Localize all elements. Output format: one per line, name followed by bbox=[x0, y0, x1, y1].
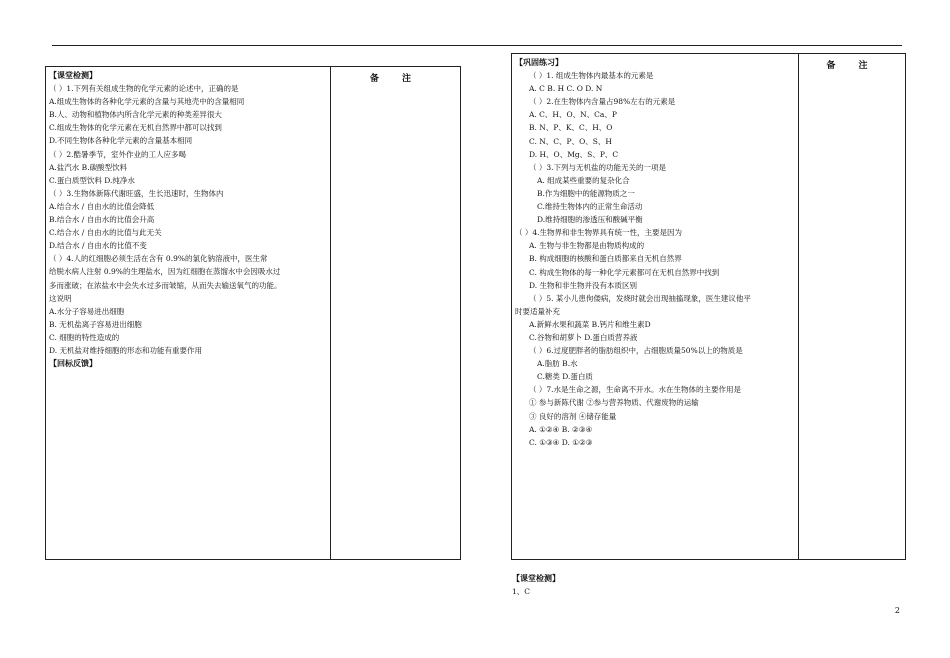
question-line: （ ）4.生物界和非生物界具有统一性，主要是因为 bbox=[515, 228, 683, 238]
question-line: （ ）6.过度肥胖者的脂肪组织中，占细胞质量50%以上的物质是 bbox=[529, 346, 743, 356]
option-line: A. C、H、O、N、Ca、P bbox=[529, 110, 617, 120]
option-line: D. 生物和非生物并没有本质区别 bbox=[529, 280, 638, 290]
option-line: D. H、O、Mg、S、P、C bbox=[529, 149, 619, 159]
answer-heading: 【课堂检测】 bbox=[512, 573, 560, 583]
question-line: （ ）1.下列有关组成生物的化学元素的论述中，正确的是 bbox=[49, 84, 239, 94]
page-number: 2 bbox=[894, 606, 900, 615]
left-main-column bbox=[46, 67, 331, 559]
option-line: A.新鲜水果和蔬菜 B.钙片和维生素D bbox=[529, 319, 651, 329]
option-line: A.脂肪 B.水 bbox=[537, 359, 578, 369]
option-line: C.结合水 / 自由水的比值与此无关 bbox=[49, 228, 162, 238]
option-line: B.作为细胞中的能源物质之一 bbox=[537, 188, 635, 198]
right-lines bbox=[512, 54, 798, 451]
left-note-column bbox=[331, 67, 460, 559]
option-line: A. 生物与非生物都是由物质构成的 bbox=[529, 241, 645, 251]
question-line: 给脱水病人注射 0.9%的生理盐水，因为红细胞在蒸馏水中会因吸水过 bbox=[49, 267, 281, 277]
answer-block bbox=[512, 572, 560, 598]
question-line: （ ）1. 组成生物体内最基本的元素是 bbox=[529, 71, 654, 81]
option-line: ③ 良好的溶剂 ④储存能量 bbox=[529, 411, 617, 421]
note-header: 备 注 bbox=[369, 74, 422, 84]
question-line: （ ）2.在生物体内含量占98%左右的元素是 bbox=[529, 97, 676, 107]
right-panel bbox=[511, 53, 906, 560]
section-heading: 【巩固练习】 bbox=[515, 57, 563, 67]
option-line: B.结合水 / 自由水的比值会升高 bbox=[49, 215, 155, 225]
option-line: D. 无机盐对维持细胞的形态和功能有重要作用 bbox=[49, 345, 203, 355]
section-heading: 【课堂检测】 bbox=[49, 70, 97, 80]
option-line: A.结合水 / 自由水的比值会降低 bbox=[49, 201, 155, 211]
option-line: D.不同生物体各种化学元素的含量基本相同 bbox=[49, 136, 193, 146]
question-line: （ ）2.酷暑季节，室外作业的工人应多喝 bbox=[49, 149, 187, 159]
option-line: C.糖类 D.蛋白质 bbox=[537, 372, 593, 382]
question-line: 时要适量补充 bbox=[515, 306, 560, 316]
answer-line: 1、C bbox=[512, 587, 531, 597]
option-line: B. N、P、K、C、H、O bbox=[529, 123, 613, 133]
option-line: B. 无机盐离子容易进出细胞 bbox=[49, 319, 142, 329]
option-line: B.人、动物和植物体内所含化学元素的种类差异很大 bbox=[49, 110, 222, 120]
option-line: D.维持细胞的渗透压和酸碱平衡 bbox=[537, 215, 643, 225]
option-line: A. C B. H C. O D. N bbox=[529, 84, 603, 94]
right-note-column bbox=[799, 54, 905, 559]
left-lines bbox=[46, 67, 330, 372]
question-line: （ ）3.下列与无机盐的功能无关的一项是 bbox=[529, 162, 667, 172]
top-rule bbox=[52, 45, 902, 46]
option-line: A.盐汽水 B.碳酸型饮料 bbox=[49, 162, 128, 172]
section-heading: 【回标反馈】 bbox=[49, 358, 97, 369]
option-line: C.谷物和胡萝卜 D.蛋白质营养液 bbox=[529, 332, 638, 342]
right-main-column bbox=[512, 54, 799, 559]
option-line: A.组成生物体的各种化学元素的含量与其地壳中的含量相同 bbox=[49, 97, 245, 107]
question-line: 多而涨破；在浓盐水中会失水过多而皱缩，从而失去输送氧气的功能。 bbox=[49, 280, 282, 290]
note-header: 备 注 bbox=[826, 61, 878, 71]
option-line: B. 构成细胞的核酸和蛋白质都来自无机自然界 bbox=[529, 254, 682, 264]
option-line: A. 组成某些重要的复杂化合 bbox=[537, 175, 630, 185]
option-line: D.结合水 / 自由水的比值不变 bbox=[49, 241, 147, 251]
option-line: C.维持生物体内的正常生命活动 bbox=[537, 202, 643, 212]
option-line: C. ①③④ D. ①②③ bbox=[529, 437, 593, 447]
option-line: C. 构成生物体的每一种化学元素都可在无机自然界中找到 bbox=[529, 267, 720, 277]
option-line: C. N、C、P、O、S、H bbox=[529, 136, 612, 146]
option-line: ① 参与新陈代谢 ②参与营养物质、代谢废物的运输 bbox=[529, 398, 699, 408]
left-panel bbox=[45, 66, 461, 560]
question-line: （ ）3.生物体新陈代谢旺盛，生长迅速时，生物体内 bbox=[49, 188, 224, 198]
question-line: 这说明 bbox=[49, 293, 72, 303]
question-line: （ ）7.水是生命之源，生命离不开水。水在生物体的主要作用是 bbox=[529, 385, 742, 395]
option-line: C.组成生物体的化学元素在无机自然界中都可以找到 bbox=[49, 123, 222, 133]
option-line: A.水分子容易进出细胞 bbox=[49, 306, 125, 316]
option-line: A. ①②④ B. ②③④ bbox=[529, 424, 593, 434]
option-line: C.蛋白质型饮料 D.纯净水 bbox=[49, 175, 135, 185]
option-line: C. 细胞的特性造成的 bbox=[49, 332, 120, 342]
question-line: （ ）4.人的红细胞必须生活在含有 0.9%的氯化钠溶液中，医生常 bbox=[49, 254, 268, 264]
question-line: （ ）5. 某小儿患佝偻病，发烧时就会出现抽搐现象，医生建议他平 bbox=[529, 293, 751, 303]
